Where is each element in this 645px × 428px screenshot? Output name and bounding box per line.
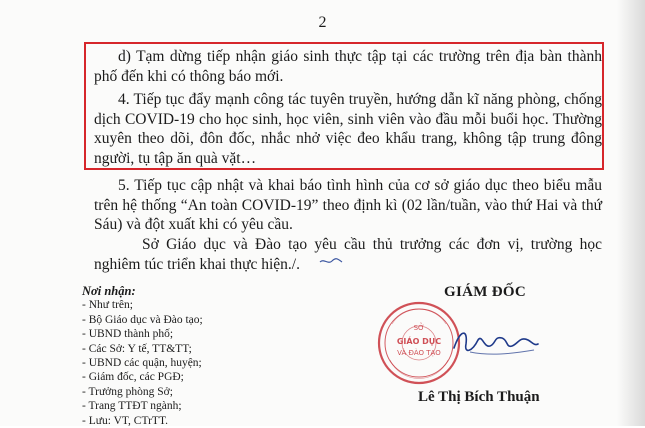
recipients-title: Nơi nhận:: [82, 284, 136, 298]
svg-text:SỞ: SỞ: [413, 324, 425, 332]
pen-mark: [318, 256, 344, 266]
page-edge-shadow: [617, 0, 645, 426]
recipient-item: - Giám đốc, các PGĐ;: [82, 371, 184, 384]
paragraph-d: d) Tạm dừng tiếp nhận giáo sinh thực tập tại các trường trên địa bàn thành phố đến khi có thông báo mới.: [94, 48, 602, 85]
recipient-item: - Trang TTĐT ngành;: [82, 400, 182, 413]
director-title: GIÁM ĐỐC: [444, 284, 526, 300]
paragraph-4: 4. Tiếp tục đẩy mạnh công tác tuyên truyền, hướng dẫn kĩ năng phòng, chống dịch COVID-19 cho học sinh, học viên, sinh viên vào đầu mỗi buổi học. Thường xuyên theo dõi, đôn đốc, nhắc nhở việc đeo khẩu trang, không tập trung đông người, tụ tập ăn quà vặt…: [94, 91, 602, 167]
recipient-item: - Trưởng phòng Sở;: [82, 385, 173, 398]
paragraph-request: Sở Giáo dục và Đào tạo yêu cầu thủ trưởng các đơn vị, trường học nghiêm túc triển khai thực hiện./.: [94, 236, 602, 273]
paragraph-5: 5. Tiếp tục cập nhật và khai báo tình hình của cơ sở giáo dục theo biểu mẫu trên hệ thống “An toàn COVID-19” theo định kì (02 lần/tuần, vào thứ Hai và thứ Sáu) và đột xuất khi có yêu cầu.: [94, 177, 602, 233]
svg-text:GIÁO DỤC: GIÁO DỤC: [396, 337, 442, 346]
handwritten-signature: [450, 318, 540, 362]
recipient-item: - Các Sở: Y tế, TT&TT;: [82, 342, 192, 355]
recipient-item: - Bộ Giáo dục và Đào tạo;: [82, 313, 203, 326]
svg-text:VÀ ĐÀO TẠO: VÀ ĐÀO TẠO: [397, 349, 441, 357]
recipient-item: - UBND thành phố;: [82, 328, 174, 341]
signer-name: Lê Thị Bích Thuận: [418, 389, 540, 405]
page-number: 2: [318, 14, 327, 31]
recipient-item: - Lưu: VT, CTrTT.: [82, 414, 168, 427]
recipient-item: - UBND các quận, huyện;: [82, 357, 202, 370]
recipients-list: [82, 284, 322, 428]
recipient-item: - Như trên;: [82, 299, 133, 312]
